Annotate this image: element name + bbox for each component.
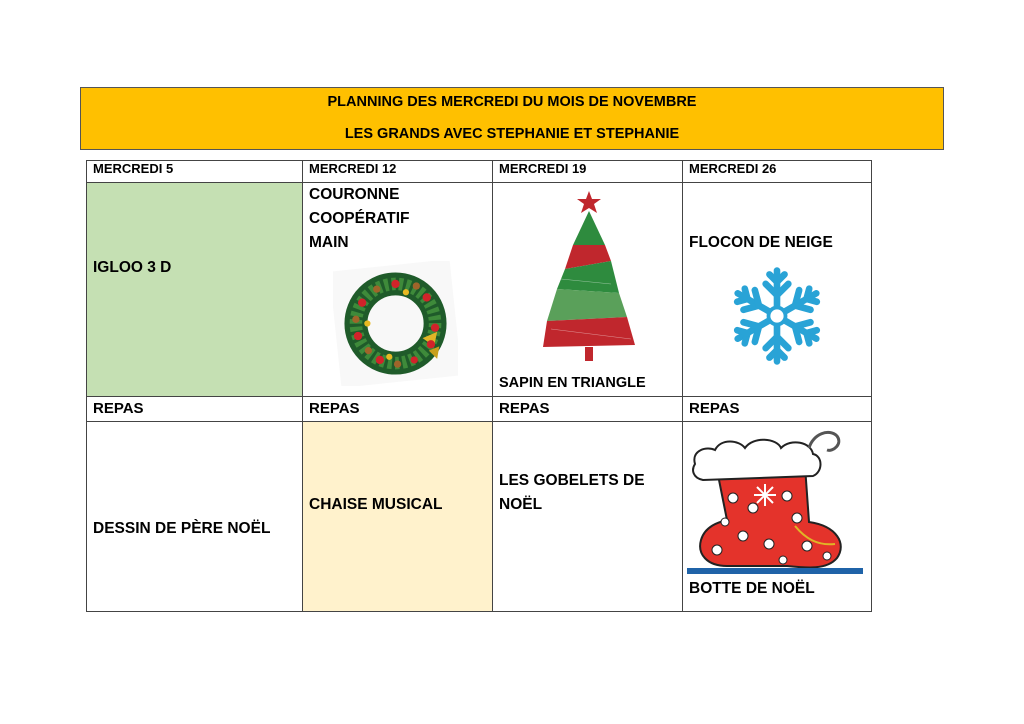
activity-igloo: IGLOO 3 D — [93, 259, 172, 276]
repas-3: REPAS — [493, 397, 683, 422]
activity-flocon: FLOCON DE NEIGE — [689, 234, 833, 251]
wreath-image — [333, 261, 458, 386]
col-header-4: MERCREDI 26 — [683, 161, 872, 183]
planning-banner — [80, 87, 944, 150]
activity-sapin: SAPIN EN TRIANGLE — [499, 375, 646, 391]
cell-botte — [683, 422, 872, 612]
activity-gobelets: LES GOBELETS DE NOËL — [499, 472, 645, 513]
repas-2: REPAS — [303, 397, 493, 422]
header-row — [87, 161, 872, 183]
page-title: PLANNING DES MERCREDI DU MOIS DE NOVEMBRE — [327, 94, 697, 110]
morning-row — [87, 183, 872, 397]
snowflake-image — [725, 261, 829, 371]
col-header-1: MERCREDI 5 — [87, 161, 303, 183]
col-header-2: MERCREDI 12 — [303, 161, 493, 183]
cell-igloo — [87, 183, 303, 397]
activity-dessin: DESSIN DE PÈRE NOËL — [93, 520, 271, 537]
tree-image — [541, 189, 637, 361]
cell-chaise — [303, 422, 493, 612]
cell-dessin — [87, 422, 303, 612]
cell-gobelets — [493, 422, 683, 612]
page-subtitle: LES GRANDS AVEC STEPHANIE ET STEPHANIE — [344, 126, 680, 142]
repas-row — [87, 397, 872, 422]
cell-couronne — [303, 183, 493, 397]
activity-botte: BOTTE DE NOËL — [689, 580, 815, 597]
activity-couronne: COURONNE COOPÉRATIF MAIN — [309, 186, 410, 251]
planning-table — [86, 160, 872, 612]
cell-sapin — [493, 183, 683, 397]
cell-flocon — [683, 183, 872, 397]
col-header-3: MERCREDI 19 — [493, 161, 683, 183]
activity-chaise: CHAISE MUSICAL — [309, 496, 443, 513]
stocking-image — [687, 426, 863, 576]
repas-1: REPAS — [87, 397, 303, 422]
afternoon-row — [87, 422, 872, 612]
repas-4: REPAS — [683, 397, 872, 422]
